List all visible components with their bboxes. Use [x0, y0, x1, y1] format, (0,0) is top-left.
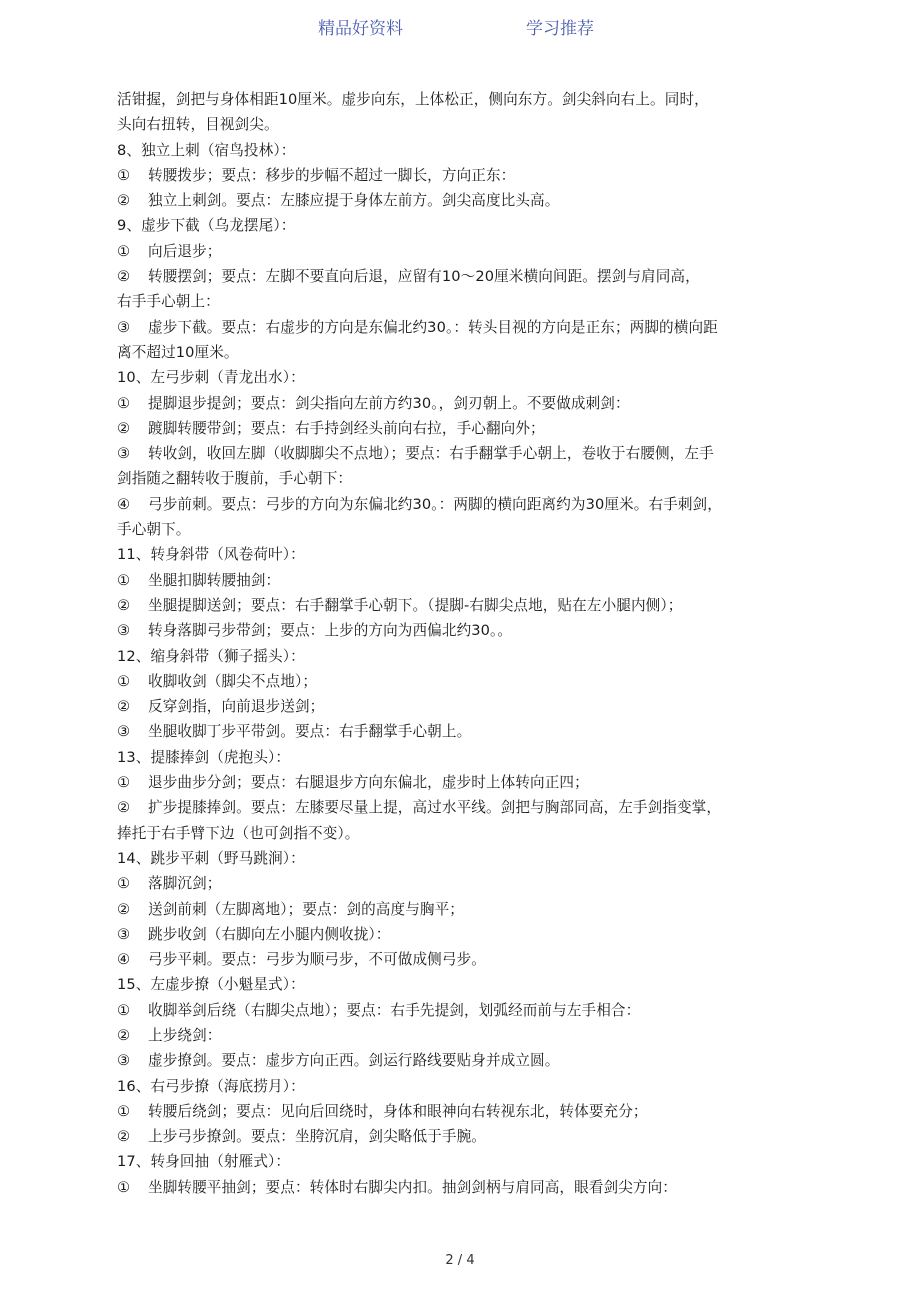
step-number: ② — [117, 1026, 131, 1044]
line-text: 8、独立上刺（宿鸟投林）： — [117, 141, 296, 159]
line-text: 收脚举剑后绕（右脚尖点地）；要点：右手先提剑，划弧经而前与左手相合： — [148, 1001, 641, 1019]
line-text: 活钳握，剑把与身体相距10厘米。虚步向东，上体松正，侧向东方。剑尖斜向右上。同时， — [117, 91, 709, 108]
step-number: ④ — [117, 951, 131, 969]
line-text: 转收剑，收回左脚（收脚脚尖不点地）；要点：右手翻掌手心朝上，卷收于右腰侧，左手 — [148, 445, 714, 463]
header-right-text: 学习推荐 — [526, 19, 594, 39]
text-line — [117, 745, 797, 770]
step-line — [117, 947, 797, 972]
text-line — [117, 542, 797, 567]
step-number: ① — [117, 166, 131, 184]
step-number: ③ — [117, 1052, 131, 1070]
step-number: ② — [117, 596, 131, 614]
line-text: 虚步下截。要点：右虚步的方向是东偏北约30。：转头目视的方向是正东；两脚的横向距 — [148, 318, 718, 336]
line-text: 14、跳步平刺（野马跳涧）： — [117, 849, 305, 867]
text-line — [117, 846, 797, 871]
line-text: 15、左虚步撩（小魁星式）： — [117, 976, 305, 994]
line-text: 坐腿扣脚转腰抽剑： — [148, 571, 281, 589]
step-number: ② — [117, 419, 131, 437]
line-text: 右手手心朝上： — [117, 293, 220, 311]
step-line — [117, 568, 797, 593]
line-text: 10、左弓步刺（青龙出水）： — [117, 369, 305, 387]
line-text: 坐脚转腰平抽剑；要点：转体时右脚尖内扣。抽剑剑柄与肩同高，眼看剑尖方向： — [148, 1178, 677, 1196]
line-text: 手心朝下。 — [117, 521, 191, 539]
step-line — [117, 897, 797, 922]
step-line — [117, 593, 797, 618]
step-number: ④ — [117, 495, 131, 513]
step-line — [117, 618, 797, 643]
line-text: 13、提膝捧剑（虎抱头）： — [117, 748, 291, 766]
step-line — [117, 998, 797, 1023]
step-number: ① — [117, 1102, 131, 1120]
step-number: ② — [117, 698, 131, 716]
text-line — [117, 1149, 797, 1174]
step-line — [117, 1175, 797, 1200]
step-line — [117, 492, 797, 517]
line-text: 9、虚步下截（乌龙摆尾）： — [117, 217, 296, 235]
step-number: ① — [117, 242, 131, 260]
line-text: 头向右扭转，目视剑尖。 — [117, 116, 279, 134]
line-text: 坐腿收脚丁步平带剑。要点：右手翻掌手心朝上。 — [148, 723, 472, 741]
step-line — [117, 315, 797, 340]
step-number: ① — [117, 571, 131, 589]
line-text: 转腰后绕剑；要点：见向后回绕时，身体和眼神向右转视东北，转体要充分； — [148, 1102, 648, 1120]
step-line — [117, 1099, 797, 1124]
line-text: 上步弓步撩剑。要点：坐胯沉肩，剑尖略低于手腕。 — [148, 1128, 486, 1146]
step-line — [117, 188, 797, 213]
document-body — [117, 87, 797, 1200]
text-line — [117, 466, 797, 491]
step-number: ① — [117, 394, 131, 412]
line-text: 17、转身回抽（射雁式）： — [117, 1153, 291, 1171]
line-text: 踱脚转腰带剑；要点：右手持剑经头前向右拉，手心翻向外； — [148, 419, 545, 437]
step-number: ③ — [117, 318, 131, 336]
line-text: 上步绕剑： — [148, 1026, 222, 1044]
step-number: ② — [117, 900, 131, 918]
header-left-text: 精品好资料 — [318, 19, 403, 39]
step-line — [117, 441, 797, 466]
text-line — [117, 1074, 797, 1099]
page-header — [0, 14, 920, 42]
text-line — [117, 289, 797, 314]
step-number: ③ — [117, 445, 131, 463]
step-number: ① — [117, 1001, 131, 1019]
line-text: 离不超过10厘米。 — [117, 343, 239, 361]
step-line — [117, 1023, 797, 1048]
line-text: 扩步提膝捧剑。要点：左膝要尽量上提，高过水平线。剑把与胸部同高，左手剑指变掌， — [148, 799, 722, 817]
text-line — [117, 517, 797, 542]
step-line — [117, 669, 797, 694]
step-number: ③ — [117, 723, 131, 741]
line-text: 退步曲步分剑；要点：右腿退步方向东偏北，虚步时上体转向正四； — [148, 774, 589, 792]
text-line — [117, 365, 797, 390]
line-text: 坐腿提脚送剑；要点：右手翻掌手心朝下。（提脚-右脚尖点地，贴在左小腿内侧）； — [148, 596, 683, 614]
text-line — [117, 972, 797, 997]
line-text: 独立上刺剑。要点：左膝应提于身体左前方。剑尖高度比头高。 — [148, 192, 560, 210]
page-number: 2 / 4 — [445, 1253, 475, 1268]
line-text: 12、缩身斜带（狮子摇头）： — [117, 647, 305, 665]
text-line — [117, 87, 797, 112]
step-line — [117, 770, 797, 795]
step-line — [117, 163, 797, 188]
step-line — [117, 391, 797, 416]
step-number: ② — [117, 1128, 131, 1146]
step-line — [117, 719, 797, 744]
step-line — [117, 795, 797, 820]
step-line — [117, 694, 797, 719]
step-line — [117, 416, 797, 441]
step-number: ① — [117, 774, 131, 792]
line-text: 16、右弓步撩（海底捞月）： — [117, 1077, 305, 1095]
line-text: 弓步前刺。要点：弓步的方向为东偏北约30。：两脚的横向距离约为30厘米。右手刺剑， — [148, 495, 722, 513]
line-text: 送剑前刺（左脚离地）；要点：剑的高度与胸平； — [148, 900, 464, 918]
step-number: ① — [117, 875, 131, 893]
line-text: 转腰拨步；要点：移步的步幅不超过一脚长，方向正东： — [148, 166, 516, 184]
step-line — [117, 871, 797, 896]
line-text: 提脚退步提剑；要点：剑尖指向左前方约30。，剑刃朝上。不要做成刺剑： — [148, 394, 630, 412]
line-text: 收脚收剑（脚尖不点地）； — [148, 672, 318, 690]
line-text: 剑指随之翻转收于腹前，手心朝下： — [117, 470, 353, 488]
line-text: 反穿剑指，向前退步送剑； — [148, 698, 325, 716]
text-line — [117, 112, 797, 137]
step-number: ② — [117, 192, 131, 210]
text-line — [117, 644, 797, 669]
step-line — [117, 922, 797, 947]
step-line — [117, 264, 797, 289]
line-text: 转腰摆剑；要点：左脚不要直向后退，应留有10～20厘米横向间距。摆剑与肩同高， — [148, 268, 700, 286]
step-line — [117, 239, 797, 264]
step-line — [117, 1048, 797, 1073]
step-number: ② — [117, 799, 131, 817]
line-text: 落脚沉剑； — [148, 875, 222, 893]
line-text: 向后退步； — [148, 242, 222, 260]
text-line — [117, 213, 797, 238]
step-number: ③ — [117, 622, 131, 640]
text-line — [117, 340, 797, 365]
text-line — [117, 138, 797, 163]
step-number: ② — [117, 268, 131, 286]
line-text: 11、转身斜带（风卷荷叶）： — [117, 546, 305, 564]
line-text: 转身落脚弓步带剑；要点：上步的方向为西偏北约30。。 — [148, 622, 513, 640]
line-text: 捧托于右手臂下边（也可剑指不变）。 — [117, 824, 360, 842]
step-number: ① — [117, 672, 131, 690]
line-text: 弓步平刺。要点：弓步为顺弓步，不可做成侧弓步。 — [148, 951, 486, 969]
step-line — [117, 1124, 797, 1149]
step-number: ③ — [117, 925, 131, 943]
text-line — [117, 821, 797, 846]
line-text: 虚步撩剑。要点：虚步方向正西。剑运行路线要贴身并成立圆。 — [148, 1052, 560, 1070]
line-text: 跳步收剑（右脚向左小腿内侧收拢）： — [148, 925, 391, 943]
step-number: ① — [117, 1178, 131, 1196]
